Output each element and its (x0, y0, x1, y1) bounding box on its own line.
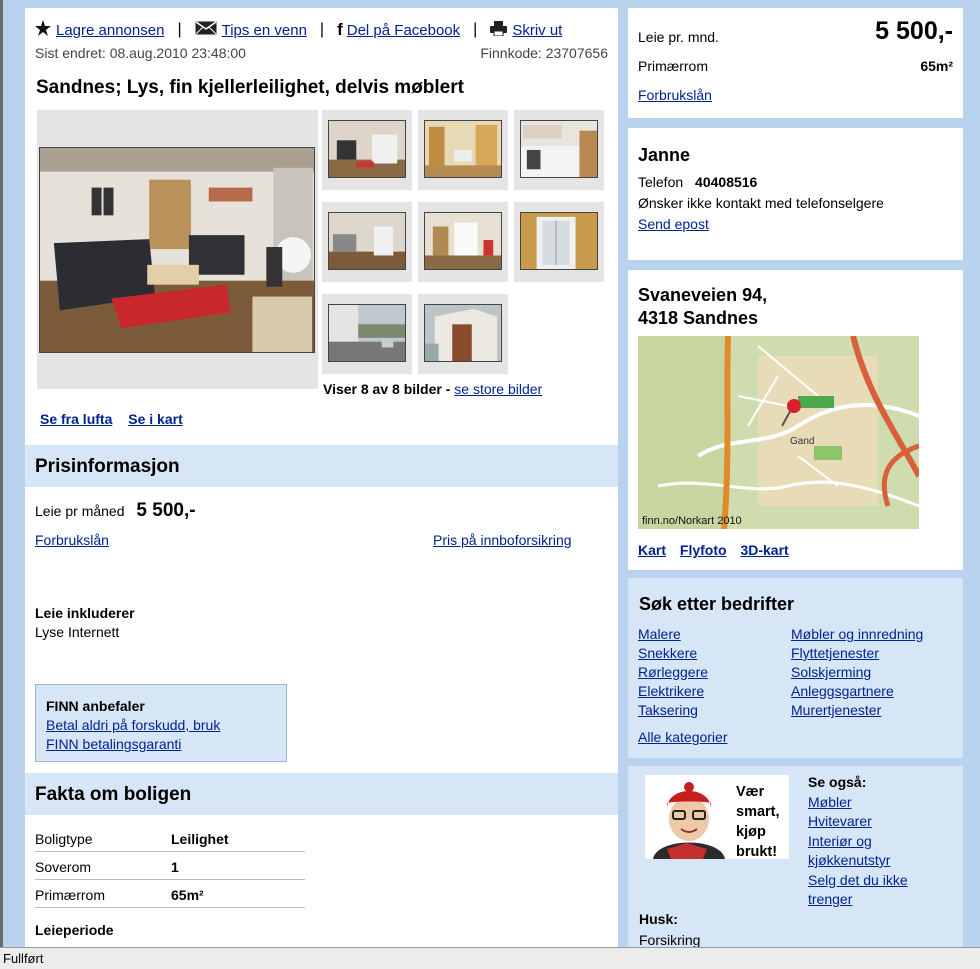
envelope-icon (195, 21, 217, 39)
aerial-photo-link[interactable]: Flyfoto (679, 542, 727, 558)
facts-label: Soverom (35, 859, 92, 875)
summary-area-value: 65m² (920, 58, 953, 74)
window-left-edge (0, 0, 3, 947)
category-link[interactable]: Solskjerming (791, 664, 872, 680)
business-search-box (628, 578, 963, 758)
phone-label: Telefon (638, 174, 684, 190)
see-also-link[interactable]: Hvitevarer (808, 813, 872, 829)
finn-recommends-heading: FINN anbefaler (46, 698, 145, 714)
category-link[interactable]: Taksering (638, 702, 698, 718)
summary-rent-label: Leie pr. mnd. (638, 29, 719, 45)
business-search-heading: Søk etter bedrifter (639, 594, 795, 614)
address-box (628, 270, 963, 570)
category-link[interactable]: Murertjenester (791, 702, 882, 718)
summary-rent-value: 5 500,- (875, 17, 953, 45)
map-links (40, 411, 195, 427)
category-link[interactable]: Rørleggere (638, 664, 709, 680)
facts-value: 1 (171, 859, 179, 875)
all-categories-link[interactable]: Alle kategorier (638, 729, 728, 745)
large-images-link[interactable]: se store bilder (454, 381, 543, 397)
price-section-heading: Prisinformasjon (25, 445, 618, 487)
no-telemarketing-text: Ønsker ikke kontakt med telefonselgere (638, 195, 884, 211)
ad-toolbar (35, 20, 562, 40)
summary-loan-link[interactable]: Forbrukslån (638, 87, 712, 103)
category-link[interactable]: Flyttetjenester (791, 645, 879, 661)
address-street: Svaneveien 94, (638, 285, 768, 305)
main-photo[interactable] (37, 110, 318, 389)
map-credit: finn.no/Norkart 2010 (642, 515, 742, 527)
save-ad-link[interactable]: Lagre annonsen (56, 21, 165, 39)
facts-value: Leilighet (171, 831, 229, 847)
thumbnail-2[interactable] (418, 110, 508, 190)
map-place-label: Gand (790, 436, 815, 447)
rent-period-label: Leieperiode (35, 922, 114, 938)
thumbnail-8[interactable] (418, 294, 508, 374)
toolbar-separator: | (319, 21, 325, 38)
3d-map-link[interactable]: 3D-kart (740, 542, 789, 558)
status-text: Fullført (3, 951, 44, 966)
finn-recommends-box (35, 684, 287, 762)
facts-row (35, 882, 305, 908)
thumbnail-6[interactable] (514, 202, 604, 282)
see-also-link[interactable]: trenger (808, 891, 853, 907)
contact-phone-row (638, 174, 757, 190)
business-category-list-left (638, 625, 708, 720)
rent-row (35, 500, 196, 522)
category-link[interactable]: Møbler og innredning (791, 626, 924, 642)
image-counter (323, 381, 542, 397)
category-link[interactable]: Malere (638, 626, 681, 642)
living-room-photo[interactable] (39, 147, 315, 353)
address-heading (638, 284, 767, 330)
map-view-links (638, 542, 789, 558)
contact-box (628, 128, 963, 260)
thumbnail-1[interactable] (322, 110, 412, 190)
see-also-heading: Se også: (808, 774, 867, 790)
remember-heading: Husk: (639, 911, 678, 927)
payment-advice-link[interactable]: Betal aldri på forskudd, bruk (46, 717, 221, 733)
contents-insurance-link[interactable]: Pris på innboforsikring (433, 532, 572, 548)
aerial-view-link[interactable]: Se fra lufta (40, 411, 113, 427)
category-link[interactable]: Snekkere (638, 645, 698, 661)
facts-label: Boligtype (35, 831, 93, 847)
promo-box (628, 766, 963, 947)
facts-row (35, 854, 305, 880)
slogan-line: kjøp (736, 824, 766, 840)
category-link[interactable]: Elektrikere (638, 683, 705, 699)
facts-row (35, 826, 305, 852)
toolbar-separator: | (177, 21, 182, 38)
share-facebook-link[interactable]: Del på Facebook (346, 21, 461, 39)
promo-slogan (736, 782, 780, 862)
thumbnail-5[interactable] (418, 202, 508, 282)
facts-value: 65m² (171, 887, 204, 903)
browser-status-bar (0, 947, 980, 969)
rent-includes-label: Leie inkluderer (35, 605, 135, 621)
location-map[interactable] (638, 336, 919, 529)
summary-box (628, 8, 963, 118)
printer-icon (490, 21, 507, 40)
see-also-link[interactable]: Selg det du ikke (808, 871, 908, 888)
facts-section-heading: Fakta om boligen (25, 773, 618, 815)
remember-item: Forsikring (639, 932, 701, 947)
thumbnail-4[interactable] (322, 202, 412, 282)
image-counter-text: Viser 8 av 8 bilder - (323, 381, 451, 397)
thumbnail-7[interactable] (322, 294, 412, 374)
address-postal: 4318 Sandnes (638, 308, 759, 328)
window-right-edge (966, 0, 980, 947)
rent-includes-value: Lyse Internett (35, 624, 120, 640)
see-also-link[interactable]: Interiør og (808, 832, 872, 849)
last-changed-text: Sist endret: 08.aug.2010 23:48:00 (35, 45, 246, 61)
slogan-line: brukt! (736, 844, 778, 860)
see-also-link[interactable]: Møbler (808, 793, 852, 810)
phone-number[interactable]: 40408516 (695, 174, 758, 190)
map-link[interactable]: Kart (638, 542, 667, 558)
slogan-line: Vær (736, 784, 765, 800)
rent-label: Leie pr måned (35, 503, 125, 519)
ad-title: Sandnes; Lys, fin kjellerleilighet, delvis møblert (36, 77, 464, 98)
tip-friend-link[interactable]: Tips en venn (221, 21, 307, 39)
rent-value: 5 500,- (136, 500, 196, 521)
ad-meta (35, 45, 608, 61)
ad-main-column (25, 8, 618, 947)
see-also-link[interactable]: kjøkkenutstyr (808, 852, 891, 868)
payment-guarantee-link[interactable]: FINN betalingsgaranti (46, 736, 182, 752)
facts-label: Primærrom (35, 887, 105, 903)
map-view-link[interactable]: Se i kart (128, 411, 183, 427)
promo-banner[interactable] (645, 775, 789, 859)
print-link[interactable]: Skriv ut (512, 21, 563, 39)
facebook-icon: f (337, 20, 343, 39)
contact-name: Janne (638, 145, 691, 165)
send-email-link[interactable]: Send epost (638, 216, 709, 232)
consumer-loan-link[interactable]: Forbrukslån (35, 532, 109, 548)
finn-code-text: Finnkode: 23707656 (480, 45, 608, 61)
slogan-line: smart, (736, 804, 780, 820)
toolbar-separator: | (473, 21, 478, 38)
thumbnail-3[interactable] (514, 110, 604, 190)
business-category-list-right (791, 625, 923, 720)
mascot-image (647, 779, 731, 859)
see-also-list (808, 773, 908, 910)
summary-area-label: Primærrom (638, 58, 708, 74)
category-link[interactable]: Anleggsgartnere (791, 683, 894, 699)
star-icon (35, 20, 51, 40)
